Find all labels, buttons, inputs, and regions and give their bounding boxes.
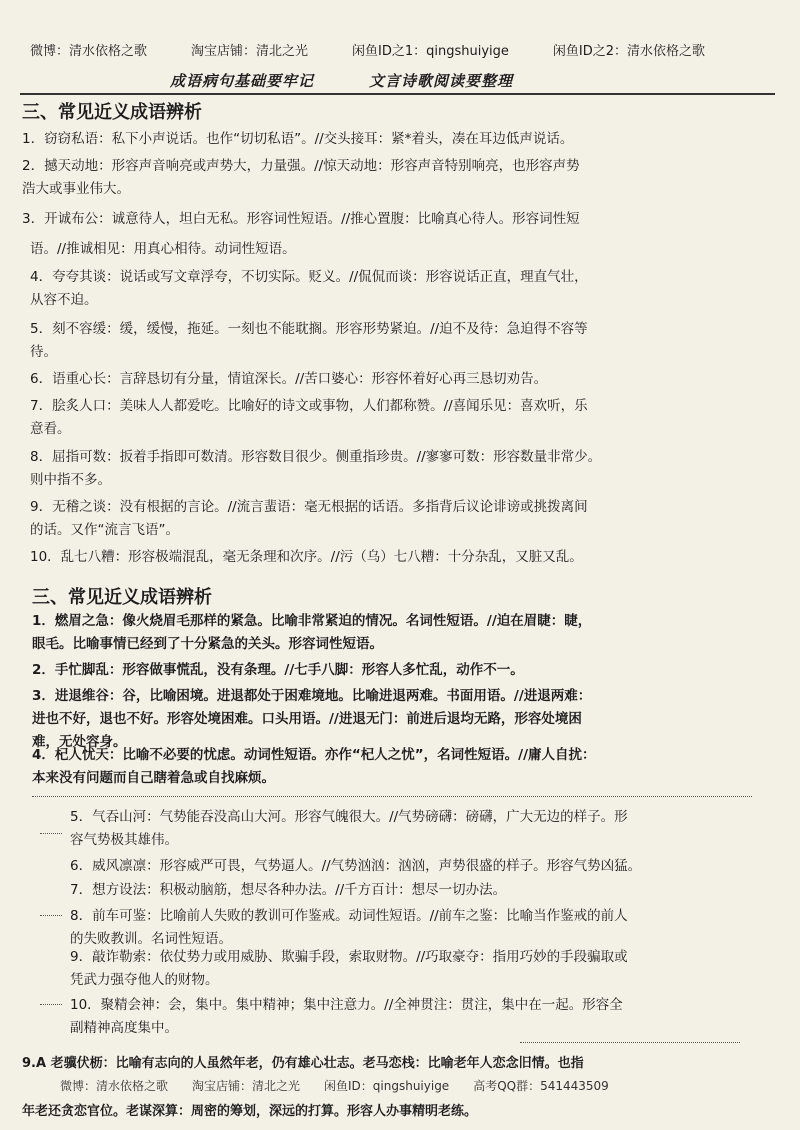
list-item: 进也不好，退也不好。形容处境困难。口头用语。//进退无门：前进后退均无路，形容处境困: [32, 711, 582, 727]
list-item: 副精神高度集中。: [70, 1020, 178, 1036]
header-divider: [20, 93, 775, 95]
list-item: 5．气吞山河：气势能吞没高山大河。形容气魄很大。//气势磅礴：磅礴，广大无边的样子。形: [70, 809, 628, 825]
list-item: 7．脍炙人口：美味人人都爱吃。比喻好的诗文或事物，人们都称赞。//喜闻乐见：喜欢听，乐: [30, 398, 588, 414]
bottom-line-2: 年老还贪恋官位。老谋深算：周密的筹划，深远的打算。形容人办事精明老练。: [22, 1104, 478, 1119]
header-xianyu-1: 闲鱼ID之1：qingshuiyige: [352, 44, 509, 59]
header-xianyu-2: 闲鱼ID之2：清水依格之歌: [552, 44, 706, 59]
list-item: 则中指不多。: [30, 472, 111, 488]
list-item: 意看。: [30, 421, 71, 437]
list-item: 2．手忙脚乱：形容做事慌乱，没有条理。//七手八脚：形容人多忙乱，动作不一。: [32, 662, 524, 678]
list-item: 10．乱七八糟：形容极端混乱，毫无条理和次序。//污（乌）七八糟：十分杂乱，又脏又乱。: [30, 549, 583, 565]
dotted-margin: [40, 1004, 62, 1005]
list-item: 4．杞人忧天：比喻不必要的忧虑。动词性短语。亦作“杞人之忧”，名词性短语。//庸人自扰：: [32, 747, 596, 763]
list-item: 9．敲诈勒索：依仗势力或用威胁、欺骗手段，索取财物。//巧取豪夺：指用巧妙的手段骗取或: [70, 949, 628, 965]
list-item: 8．前车可鉴：比喻前人失败的教训可作鉴戒。动词性短语。//前车之鉴：比喻当作鉴戒的前人: [70, 908, 628, 924]
list-item: 1．燃眉之急：像火烧眉毛那样的紧急。比喻非常紧迫的情况。名词性短语。//迫在眉睫：睫，: [32, 613, 592, 629]
list-item: 容气势极其雄伟。: [70, 832, 178, 848]
section1-title: 三、常见近义成语辨析: [22, 102, 202, 123]
header-taobao: 淘宝店铺：清北之光: [191, 44, 309, 59]
list-item: 6．语重心长：言辞恳切有分量，情谊深长。//苦口婆心：形容怀着好心再三恳切劝告。: [30, 371, 548, 387]
list-item: 本来没有问题而自己瞎着急或自找麻烦。: [32, 770, 275, 786]
list-item: 从容不迫。: [30, 292, 98, 308]
list-item: 凭武力强夺他人的财物。: [70, 972, 219, 988]
list-item: 浩大或事业伟大。: [22, 181, 130, 197]
list-item: 8．屈指可数：扳着手指即可数清。形容数目很少。侧重指珍贵。//寥寥可数：形容数量非常少。: [30, 449, 602, 465]
list-item: 2．撼天动地：形容声音响亮或声势大，力量强。//惊天动地：形容声音特别响亮，也形容声势: [22, 158, 580, 174]
subtitle-left: 成语病句基础要牢记: [170, 72, 315, 90]
list-item: 7．想方设法：积极动脑筋，想尽各种办法。//千方百计：想尽一切办法。: [70, 882, 507, 898]
list-item: 的失败教训。名词性短语。: [70, 931, 232, 947]
list-item: 3．进退维谷：谷，比喻困境。进退都处于困难境地。比喻进退两难。书面用语。//进退两难：: [32, 688, 592, 704]
list-item: 4．夸夸其谈：说话或写文章浮夸，不切实际。贬义。//侃侃而谈：形容说话正直，理直气壮，: [30, 269, 588, 285]
dotted-margin: [40, 833, 62, 834]
dotted-separator: [520, 1042, 740, 1043]
subtitle-right: 文言诗歌阅读要整理: [369, 72, 514, 90]
list-item: 眼毛。比喻事情已经到了十分紧急的关头。形容词性短语。: [32, 636, 383, 652]
dotted-separator: [32, 796, 752, 797]
list-item: 6．威风凛凛：形容威严可畏，气势逼人。//气势汹汹：汹汹，声势很盛的样子。形容气势凶猛。: [70, 858, 642, 874]
header-contact-line: [30, 40, 770, 59]
footer-watermark: 微博：清水依格之歌 淘宝店铺：清北之光 闲鱼ID：qingshuiyige 高考QQ群：541443509: [60, 1079, 609, 1093]
list-item: 语。//推诚相见：用真心相待。动词性短语。: [30, 241, 296, 257]
list-item: 9．无稽之谈：没有根据的言论。//流言蜚语：毫无根据的话语。多指背后议论诽谤或挑拨离间: [30, 499, 588, 515]
list-item: 3．开诚布公：诚意待人，坦白无私。形容词性短语。//推心置腹：比喻真心待人。形容词性短: [22, 211, 580, 227]
list-item: 5．刻不容缓：缓，缓慢，拖延。一刻也不能耽搁。形容形势紧迫。//迫不及待：急迫得不容等: [30, 321, 588, 337]
page-subtitle: [170, 70, 513, 91]
bottom-line-1: 9.A 老骥伏枥：比喻有志向的人虽然年老，仍有雄心壮志。老马恋栈：比喻老年人恋念旧情。也指: [22, 1056, 584, 1071]
list-item: 难，无处容身。: [32, 734, 127, 750]
list-item: 10．聚精会神：会，集中。集中精神；集中注意力。//全神贯注：贯注，集中在一起。形容全: [70, 997, 623, 1013]
list-item: 待。: [30, 344, 57, 360]
list-item: 的话。又作“流言飞语”。: [30, 522, 179, 538]
section2-title: 三、常见近义成语辨析: [32, 587, 212, 608]
list-item: 1．窃窃私语：私下小声说话。也作“切切私语”。//交头接耳：紧*着头，凑在耳边低声说话。: [22, 131, 574, 147]
dotted-margin: [40, 915, 62, 916]
header-weibo: 微博：清水依格之歌: [30, 44, 148, 59]
